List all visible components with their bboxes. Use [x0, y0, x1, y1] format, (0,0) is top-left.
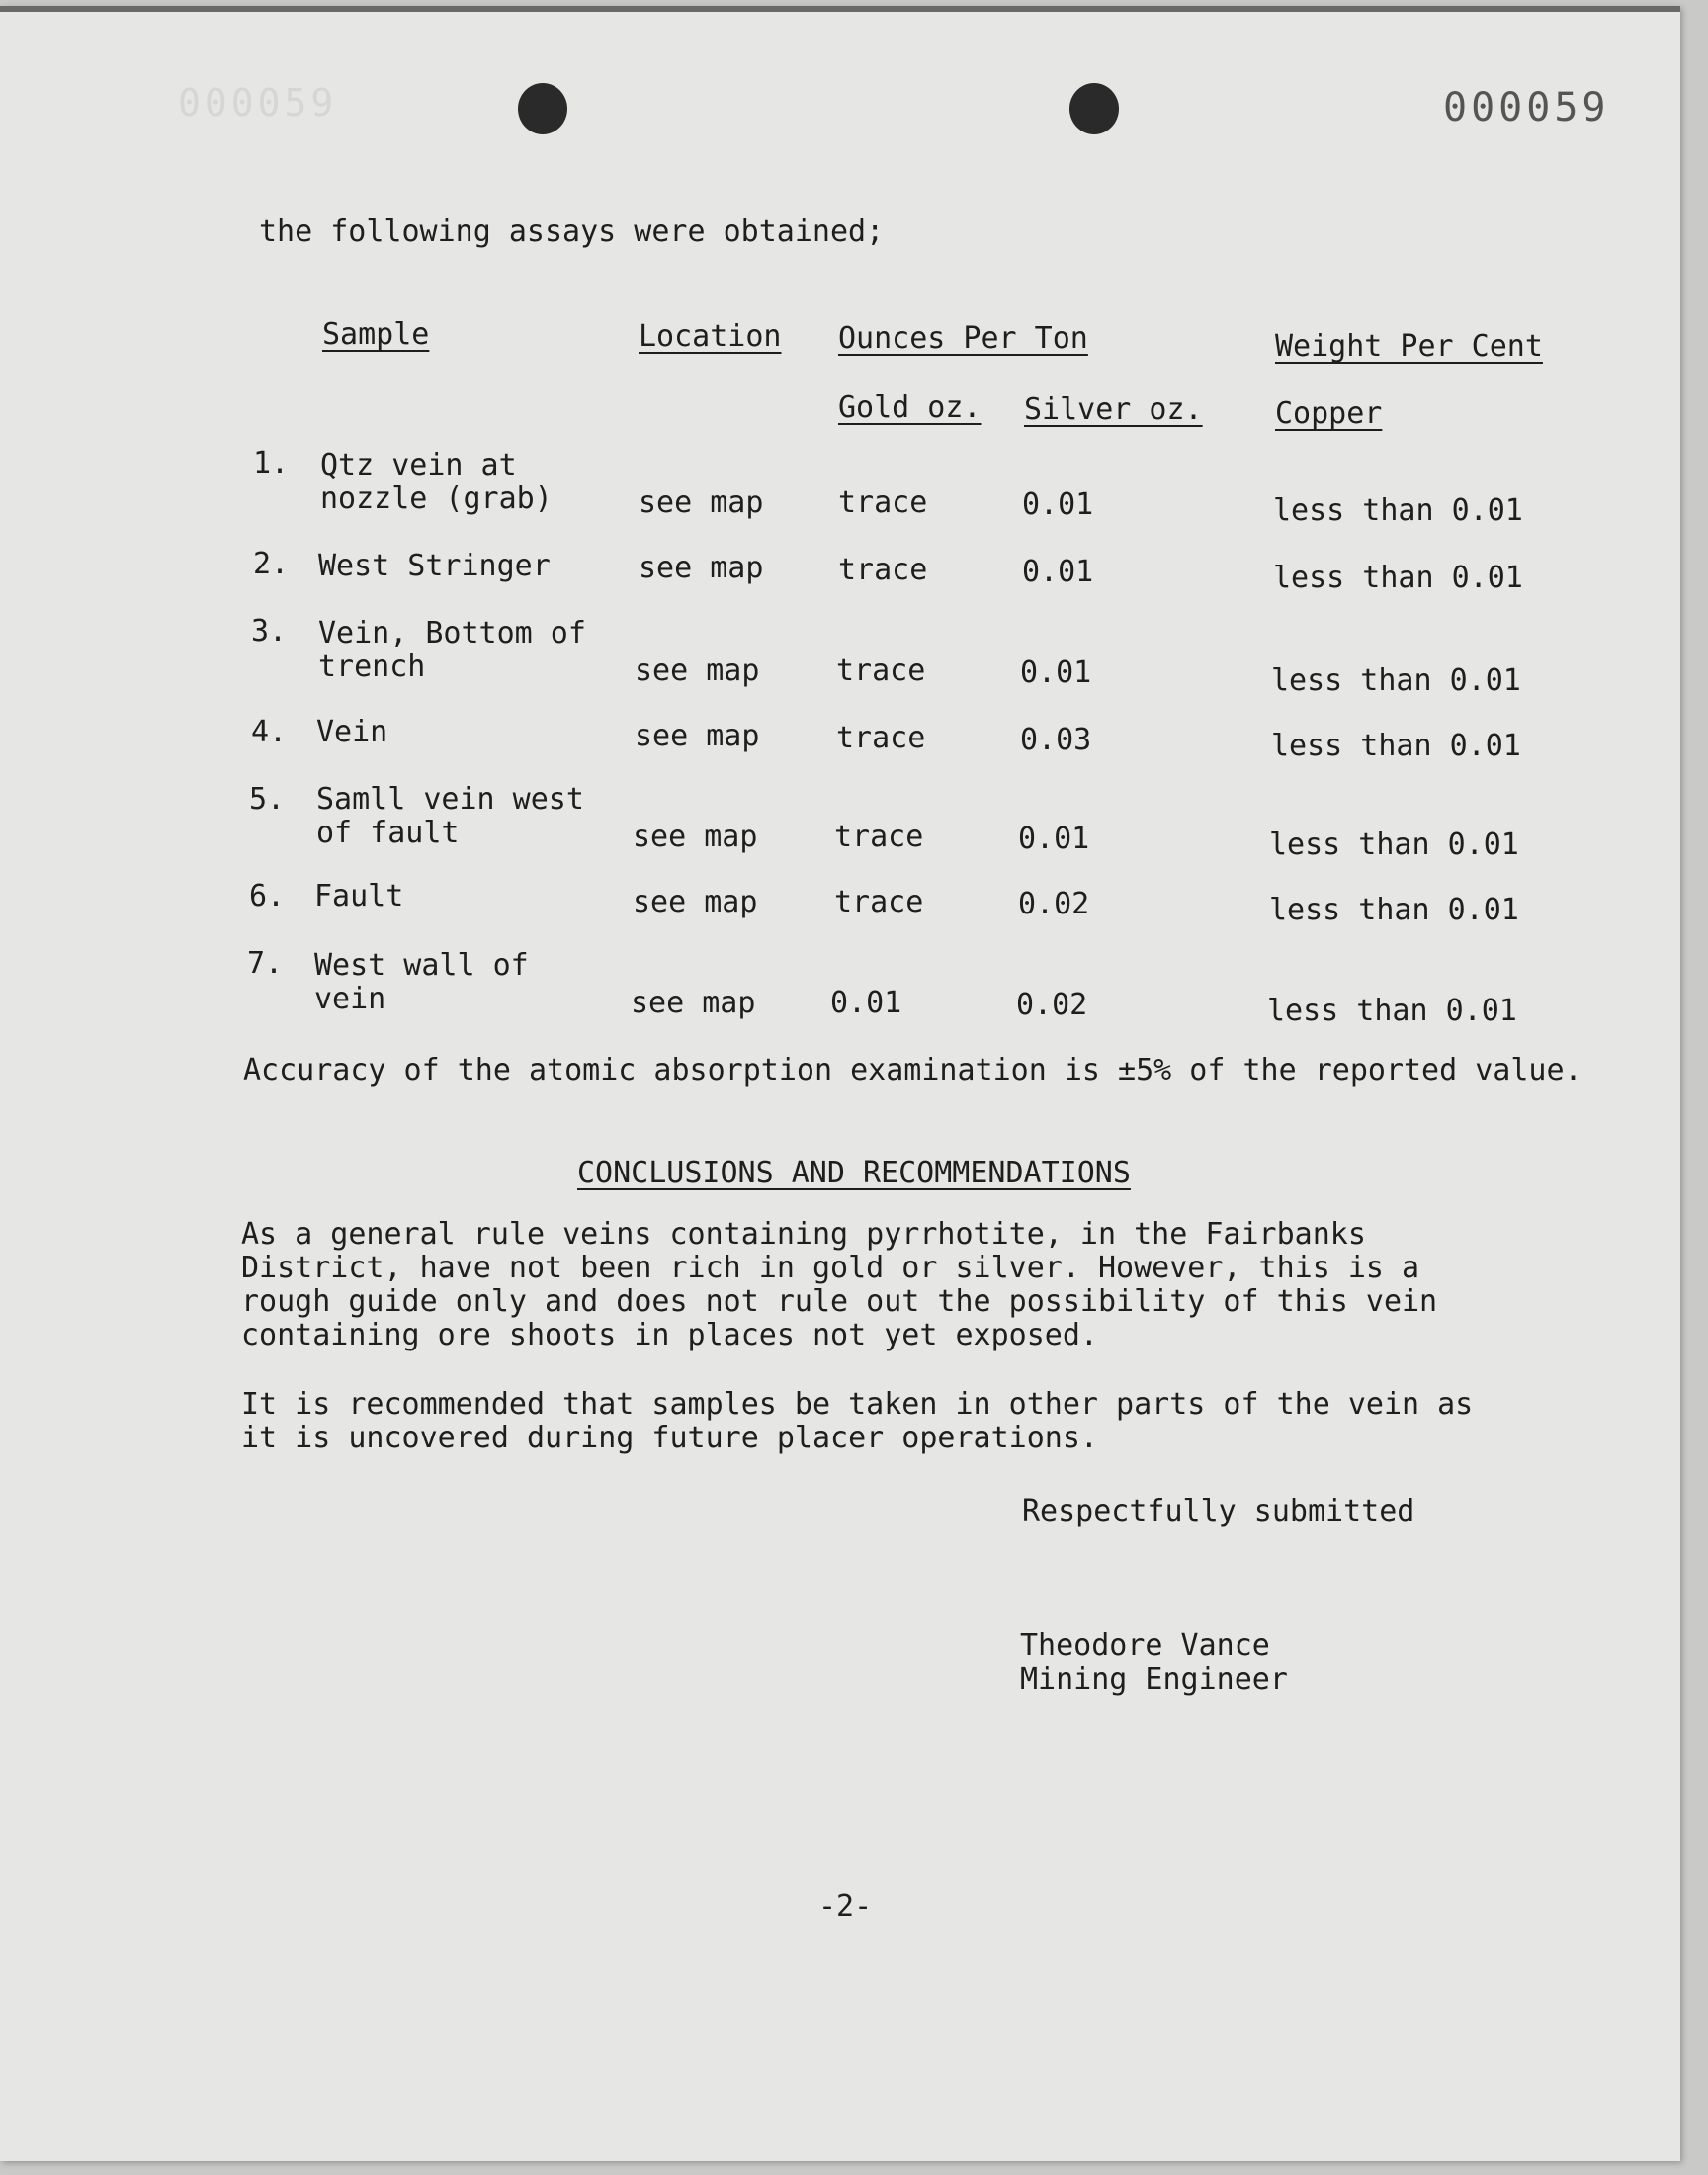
row-number: 5. [249, 782, 286, 817]
closing-text: Respectfully submitted [1022, 1494, 1415, 1528]
row-number: 7. [247, 946, 284, 981]
header-silver: Silver oz. [1024, 392, 1203, 427]
row-sample-line: Fault [314, 879, 404, 914]
row-copper: less than 0.01 [1269, 827, 1519, 862]
row-sample-line: West Stringer [318, 549, 551, 583]
row-silver: 0.01 [1020, 655, 1092, 690]
row-number: 2. [253, 547, 290, 581]
row-number: 4. [251, 715, 288, 749]
row-sample-line: nozzle (grab) [320, 481, 553, 516]
ghost-document-number: 000059 [178, 81, 338, 125]
row-gold: trace [836, 721, 926, 755]
row-location: see map [639, 551, 764, 585]
row-gold: trace [834, 885, 924, 919]
row-copper: less than 0.01 [1271, 663, 1521, 698]
row-silver: 0.01 [1018, 822, 1090, 856]
row-gold: trace [836, 653, 926, 688]
row-number: 1. [253, 446, 290, 480]
paragraph-text: It is recommended that samples be taken in other parts of the vein as it is uncovered during future placer operations. [241, 1387, 1474, 1455]
header-gold: Gold oz. [838, 391, 982, 425]
document-page [0, 6, 1680, 2161]
row-silver: 0.02 [1016, 988, 1088, 1022]
row-gold: trace [838, 485, 928, 520]
row-sample-line: Vein, Bottom of [318, 616, 586, 651]
row-gold: trace [838, 553, 928, 587]
row-sample-line: trench [318, 650, 426, 684]
page-top-edge [0, 6, 1680, 12]
row-copper: less than 0.01 [1269, 893, 1519, 927]
row-sample-line: Vein [316, 715, 388, 749]
row-sample-line: Qtz vein at [320, 448, 517, 482]
conclusions-heading: CONCLUSIONS AND RECOMMENDATIONS [577, 1156, 1131, 1190]
row-silver: 0.02 [1018, 887, 1090, 921]
row-copper: less than 0.01 [1273, 561, 1523, 595]
conclusion-paragraph-2 [241, 1388, 1526, 1455]
row-location: see map [633, 820, 758, 854]
document-number: 000059 [1443, 85, 1610, 130]
punch-hole-right [1069, 83, 1119, 134]
row-copper: less than 0.01 [1271, 729, 1521, 763]
signer-title: Mining Engineer [1020, 1662, 1288, 1696]
header-location: Location [639, 319, 782, 354]
page-number: -2- [818, 1889, 873, 1924]
row-sample-line: Samll vein west [316, 782, 584, 817]
row-copper: less than 0.01 [1273, 493, 1523, 528]
row-number: 6. [249, 879, 286, 914]
paragraph-text: As a general rule veins containing pyrrhotite, in the Fairbanks District, have not been rich in gold or silver. However, this is a rough guide only and does not rule out the possibility of this vein containing ore shoots in places not yet exposed. [241, 1217, 1438, 1352]
conclusion-paragraph-1 [241, 1218, 1526, 1352]
row-silver: 0.01 [1022, 487, 1094, 522]
header-sample: Sample [322, 317, 430, 352]
row-sample-line: vein [314, 982, 386, 1016]
row-location: see map [635, 653, 760, 688]
row-sample-line: of fault [316, 816, 460, 850]
row-gold: trace [834, 820, 924, 854]
header-weight-per-cent: Weight Per Cent [1275, 329, 1543, 364]
row-sample-line: West wall of [314, 948, 529, 983]
row-silver: 0.03 [1020, 723, 1092, 757]
accuracy-note: Accuracy of the atomic absorption examination is ±5% of the reported value. [243, 1053, 1582, 1088]
row-location: see map [635, 719, 760, 753]
header-copper: Copper [1275, 396, 1383, 431]
row-silver: 0.01 [1022, 555, 1094, 589]
row-location: see map [639, 485, 764, 520]
intro-text: the following assays were obtained; [259, 215, 885, 249]
row-location: see map [633, 885, 758, 919]
header-ounces-per-ton: Ounces Per Ton [838, 321, 1088, 356]
row-copper: less than 0.01 [1267, 994, 1517, 1028]
row-gold: 0.01 [830, 986, 902, 1020]
punch-hole-left [518, 83, 567, 134]
row-location: see map [631, 986, 756, 1020]
signer-name: Theodore Vance [1020, 1628, 1270, 1663]
row-number: 3. [251, 614, 288, 649]
